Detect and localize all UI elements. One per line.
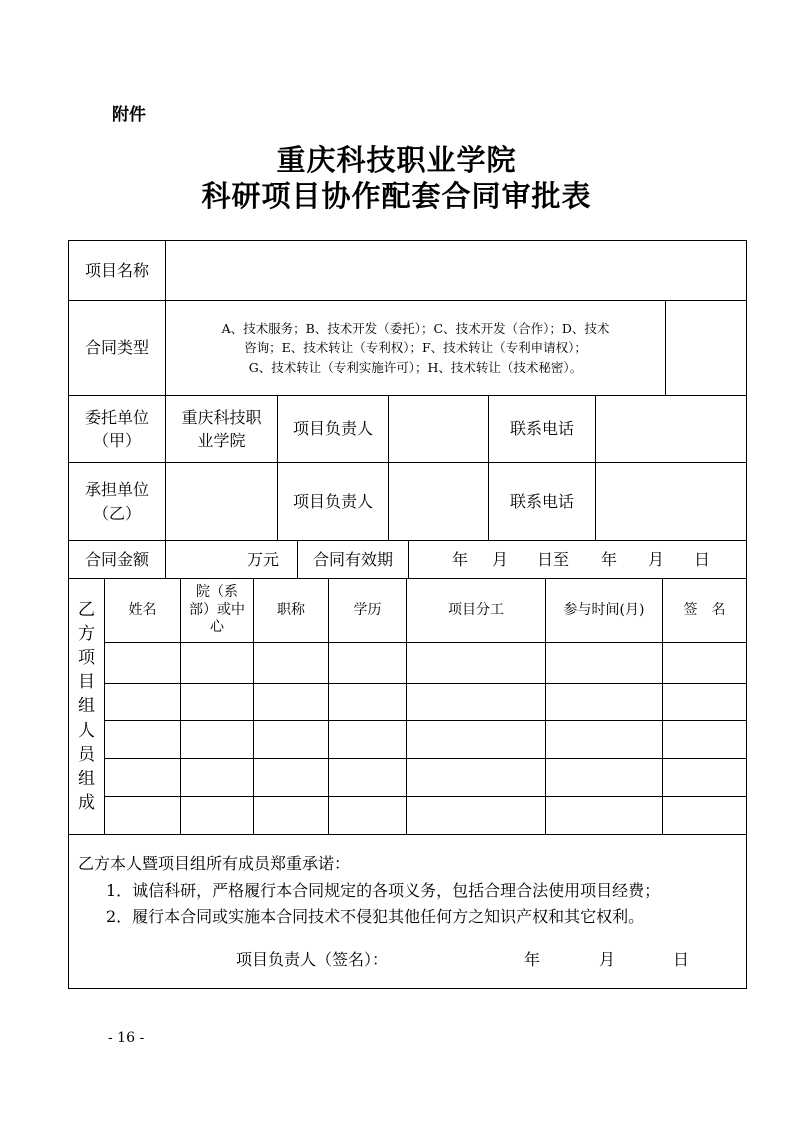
party-b-label-line: （乙） (92, 503, 141, 523)
party-b-phone-label: 联系电话 (509, 491, 574, 511)
amount-unit: 万元 (246, 549, 279, 569)
party-a-value-line: 业学院 (197, 431, 246, 450)
validity-field[interactable] (409, 541, 746, 578)
project-name-field[interactable] (166, 241, 746, 300)
amount-label: 合同金额 (84, 549, 149, 569)
party-b-label (69, 463, 165, 540)
members-side-label-char: 员 (78, 744, 95, 765)
page-title-line-2: 科研项目协作配套合同审批表 (201, 179, 592, 213)
sign-label: 项目负责人（签名）： (236, 950, 389, 969)
row-divider (104, 683, 747, 684)
header-department (181, 579, 253, 642)
pledge-intro: 乙方本人暨项目组所有成员郑重承诺： (78, 854, 351, 873)
header-time: 参与时间(月) (563, 602, 645, 619)
pledge-item-2: 2．履行本合同或实施本合同技术不侵犯其他任何方之知识产权和其它权利。 (106, 907, 645, 926)
header-department-line: 部）或中 (189, 601, 245, 618)
amount-field[interactable] (166, 541, 297, 578)
party-b-phone-field[interactable] (596, 463, 746, 540)
contract-type-extra-field[interactable] (666, 301, 746, 395)
table-border-bottom (68, 988, 747, 989)
row-divider (104, 642, 747, 643)
page-number: - 16 - (108, 1030, 145, 1046)
header-title: 职称 (277, 602, 305, 619)
members-side-label-char: 方 (78, 624, 95, 645)
members-side-label-char: 组 (78, 768, 95, 789)
sign-day: 日 (673, 950, 690, 969)
party-b-label-line: 承担单位 (84, 480, 149, 500)
contract-type-line: 咨询；E、技术转让（专利权）；F、技术转让（专利申请权）； (244, 340, 587, 356)
validity-year2-text: 年 (601, 549, 618, 569)
party-a-value-line: 重庆科技职 (181, 407, 262, 427)
party-a-label-line: （甲） (92, 431, 141, 450)
row-divider (104, 796, 747, 797)
party-b-value-field[interactable] (166, 463, 277, 540)
party-b-leader-label: 项目负责人 (292, 491, 373, 511)
members-side-label-char: 乙 (78, 599, 95, 620)
members-side-label (69, 579, 104, 834)
party-a-phone-field[interactable] (596, 396, 746, 462)
header-department-line: 心 (210, 619, 224, 636)
party-a-leader-label: 项目负责人 (292, 419, 373, 439)
header-division: 项目分工 (448, 602, 504, 619)
row-divider (68, 300, 747, 301)
members-side-label-char: 组 (78, 696, 95, 717)
members-side-label-char: 人 (78, 720, 95, 741)
party-a-leader-field[interactable] (389, 396, 488, 462)
header-signature: 签 名 (683, 602, 726, 619)
validity-month2-text: 月 (648, 549, 665, 569)
validity-day-to-text: 日至 (537, 549, 570, 569)
members-side-label-char: 项 (78, 648, 95, 669)
row-divider (104, 720, 747, 721)
party-a-label (69, 396, 165, 462)
contract-type-label: 合同类型 (84, 338, 149, 358)
page-title-line-1: 重庆科技职业学院 (276, 143, 517, 177)
header-education: 学历 (353, 602, 382, 619)
attachment-label: 附件 (112, 105, 146, 125)
party-a-value[interactable] (166, 396, 277, 462)
pledge-item-1: 1．诚信科研，严格履行本合同规定的各项义务，包括合理合法使用项目经费； (106, 881, 661, 900)
sign-month: 月 (599, 950, 616, 969)
validity-month-text: 月 (492, 549, 509, 569)
party-a-label-line: 委托单位 (84, 407, 149, 427)
row-divider (68, 834, 747, 835)
validity-label: 合同有效期 (312, 549, 393, 569)
project-name-label: 项目名称 (84, 260, 149, 280)
header-department-line: 院（系 (196, 584, 238, 601)
sign-year: 年 (524, 950, 541, 969)
header-name: 姓名 (128, 602, 157, 619)
contract-type-line: G、技术转让（专利实施许可）；H、技术转让（技术秘密）。 (248, 359, 583, 375)
party-a-phone-label: 联系电话 (509, 419, 574, 439)
members-side-label-char: 目 (78, 672, 95, 693)
table-border-right (746, 240, 747, 989)
party-b-leader-field[interactable] (389, 463, 488, 540)
validity-day2-text: 日 (694, 549, 711, 569)
members-side-label-char: 成 (78, 792, 95, 813)
contract-type-options[interactable] (166, 303, 665, 393)
validity-year-text: 年 (452, 549, 469, 569)
contract-type-line: A、技术服务；B、技术开发（委托）；C、技术开发（合作）；D、技术 (221, 320, 610, 336)
row-divider (104, 758, 747, 759)
